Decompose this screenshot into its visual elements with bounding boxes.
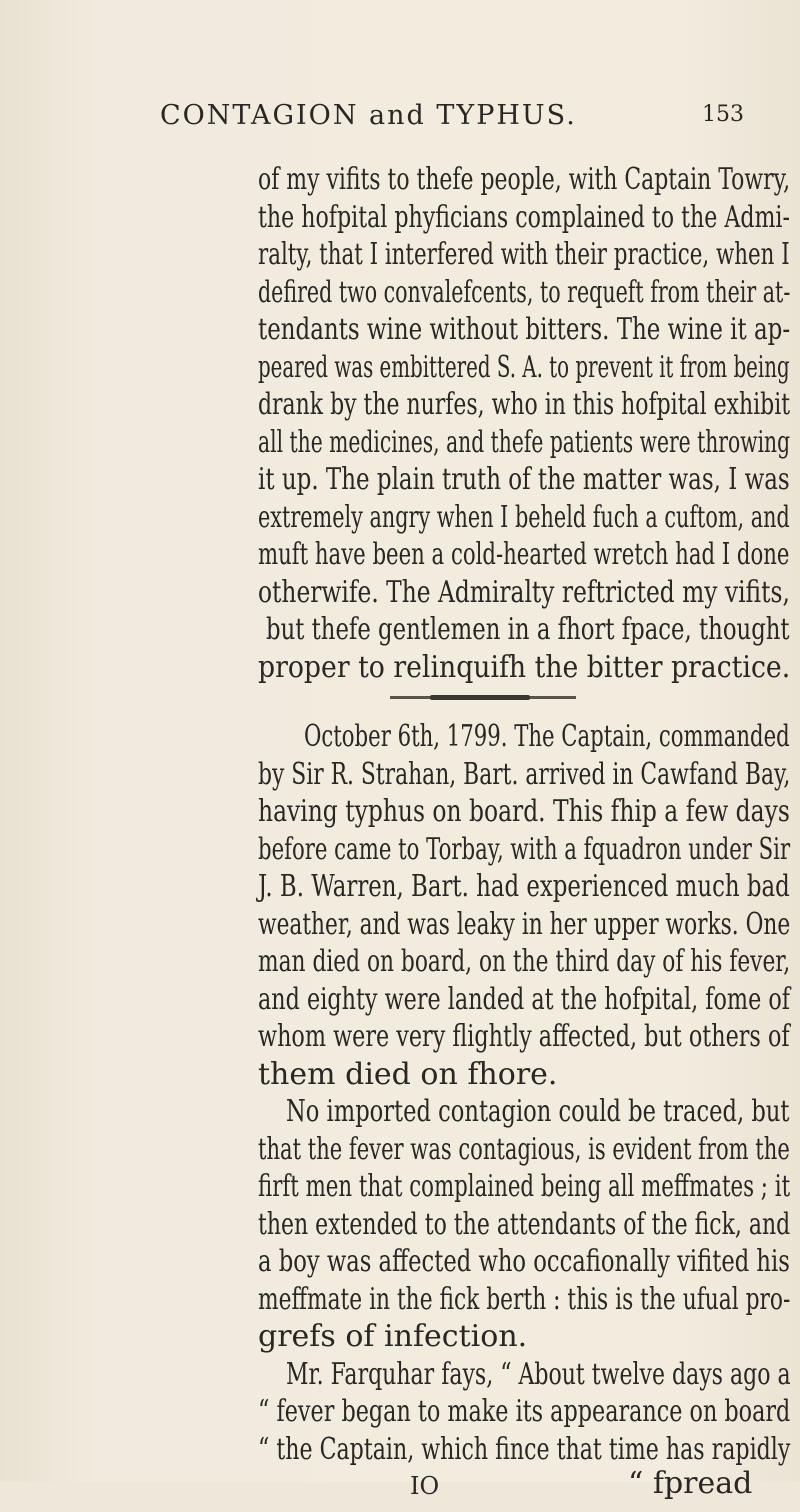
text-line: having typhus on board. This fhip a few days [258,794,790,829]
text-line: Mr. Farquhar fays, “ About twelve days ago a [286,1356,791,1392]
text-line: then extended to the attendants of the fick, and [258,1206,791,1242]
text-line: peared was embittered S. A. to prevent it from being [258,349,790,385]
running-title: CONTAGION and TYPHUS. [160,100,577,131]
text-line: meffmate in the fick berth : this is the ufual pro- [258,1281,791,1317]
text-line: muft have been a cold-hearted wretch had I done [258,537,790,572]
running-head [0,100,800,140]
text-line: “ fever began to make its appearance on board [258,1394,791,1429]
text-line: that the fever was contagious, is evident from the [258,1131,790,1167]
page-number: 153 [702,102,744,127]
text-line: tendants wine without bitters. The wine it ap- [258,312,791,347]
text-line: of my vifits to thefe people, with Captain Towry, [258,162,791,197]
text-line: all the medicines, and thefe patients were throwing [258,424,791,460]
text-line: grefs of infection. [258,1319,528,1354]
text-line: weather, and was leaky in her upper works. One [258,906,791,942]
text-line: otherwife. The Admiralty reftricted my vifits, [258,574,790,610]
page-footer [0,1466,800,1512]
text-line: the hofpital phyficians complained to the Admi- [258,199,790,235]
text-line: whom were very flightly affected, but others of [258,1019,790,1054]
text-line: defired two convalefcents, to requeft from their at- [258,274,791,310]
text-line: drank by the nurfes, who in this hofpital exhibit [258,387,791,422]
text-line: but thefe gentlemen in a fhort fpace, thought [266,612,790,647]
text-line: a boy was affected who occafionally vifited his [258,1244,790,1279]
text-line: J. B. Warren, Bart. had experienced much bad [258,869,790,904]
text-line: October 6th, 1799. The Captain, commanded [304,719,790,754]
text-line: before came to Torbay, with a fquadron under Sir [258,831,791,867]
text-line: them died on fhore. [258,1056,558,1092]
text-line: man died on board, on the third day of his fever, [258,944,791,979]
text-line: extremely angry when I beheld fuch a cuftom, and [258,499,790,535]
signature-mark: IO [410,1472,440,1500]
text-line: ralty, that I interfered with their practice, when I [258,237,790,272]
section-divider-rule [390,696,576,699]
catchword: “ fpread [628,1466,753,1501]
text-line: and eighty were landed at the hofpital, fome of [258,981,791,1017]
text-line: by Sir R. Strahan, Bart. arrived in Cawfand Bay, [258,756,791,792]
text-line: proper to relinquifh the bitter practice. [258,649,791,685]
text-line: No imported contagion could be traced, but [286,1094,790,1129]
text-line: “ the Captain, which fince that time has rapidly [258,1431,791,1467]
text-line: firft men that complained being all meffmates ; it [258,1169,791,1204]
text-line: it up. The plain truth of the matter was, I was [258,462,790,497]
